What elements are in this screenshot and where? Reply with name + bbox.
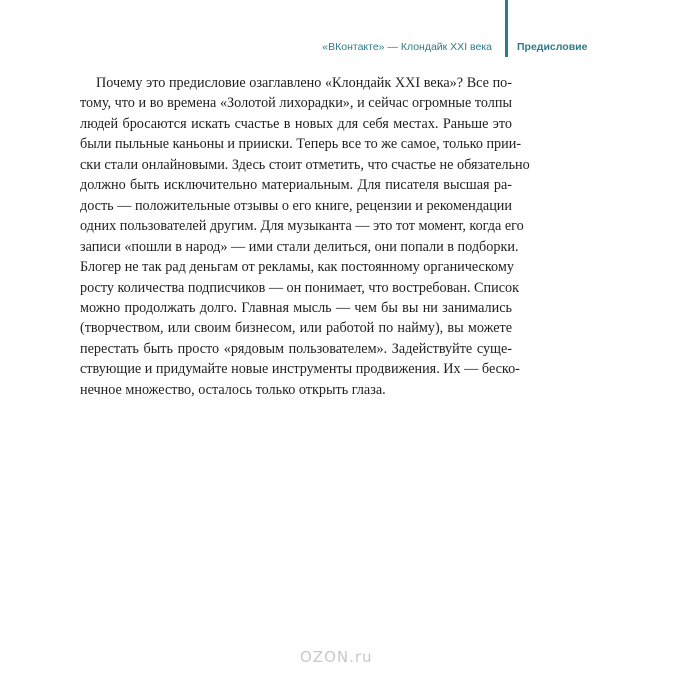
text-line: Почему это предисловие озаглавлено «Клондайк XXI века»? Все по- bbox=[96, 75, 512, 91]
text-line: Блогер не так рад деньгам от рекламы, как постоянному органическому bbox=[80, 259, 514, 276]
text-line: ствующие и придумайте новые инструменты продвижения. Их — беско- bbox=[80, 361, 520, 378]
text-line: перестать быть просто «рядовым пользователем». Задействуйте суще- bbox=[80, 340, 512, 357]
text-line: одних пользователей другим. Для музыканта — это тот момент, когда его bbox=[80, 218, 524, 235]
text-line: тому, что и во времена «Золотой лихорадки», и сейчас огромные толпы bbox=[80, 95, 512, 112]
text-line: можно продолжать долго. Главная мысль — чем бы вы ни занимались bbox=[80, 299, 512, 316]
header-divider bbox=[505, 0, 508, 57]
running-title: «ВКонтакте» — Клондайк XXI века bbox=[322, 41, 492, 53]
text-line: нечное множество, осталось только открыть глаза. bbox=[80, 381, 386, 398]
text-line: росту количества подписчиков — он понимает, что востребован. Список bbox=[80, 279, 519, 296]
text-line: (творчеством, или своим бизнесом, или работой по найму), вы можете bbox=[80, 320, 512, 337]
text-line: должно быть исключительно материальным. Для писателя высшая ра- bbox=[80, 177, 512, 194]
preface-paragraph bbox=[80, 73, 530, 400]
text-line: были пыльные каньоны и прииски. Теперь все то же самое, только прии- bbox=[80, 136, 522, 153]
text-line: людей бросаются искать счастье в новых для себя местах. Раньше это bbox=[80, 115, 512, 132]
text-line: записи «пошли в народ» — ими стали делиться, они попали в подборки. bbox=[80, 238, 519, 255]
watermark-text: OZON.ru bbox=[300, 648, 373, 666]
text-line: ски стали онлайновыми. Здесь стоит отметить, что счастье не обязательно bbox=[80, 156, 530, 173]
text-line: дость — положительные отзывы о его книге, рецензии и рекомендации bbox=[80, 197, 512, 214]
section-title: Предисловие bbox=[517, 41, 588, 53]
